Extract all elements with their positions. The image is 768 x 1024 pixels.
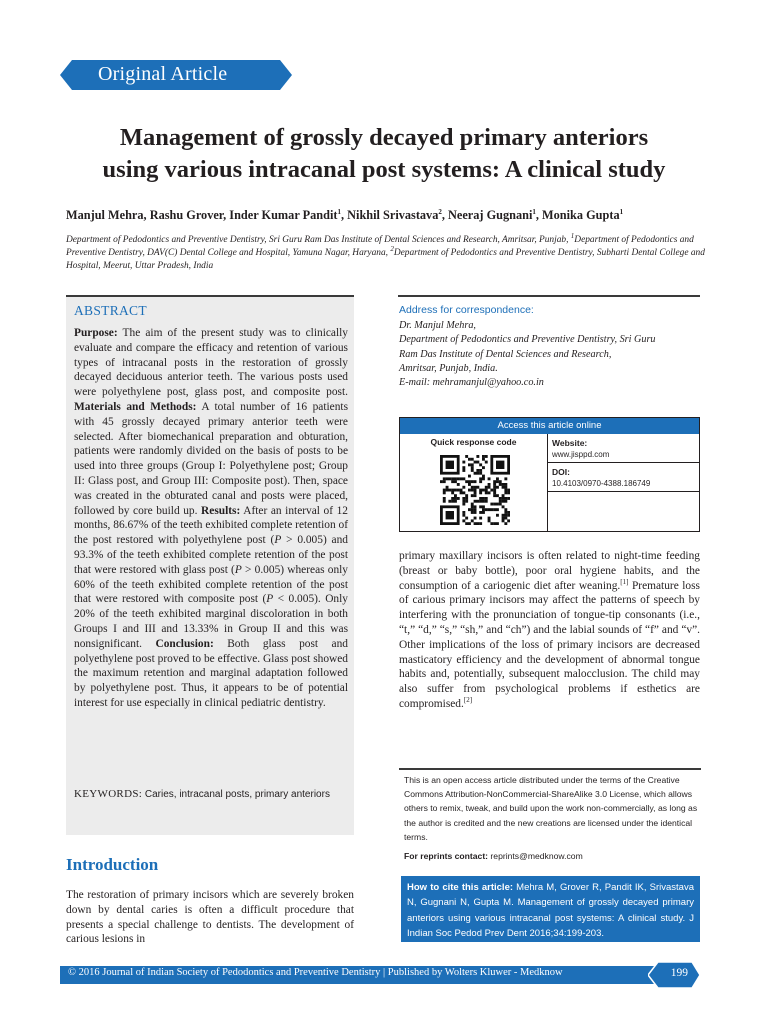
reprints-email[interactable]: reprints@medknow.com bbox=[488, 851, 583, 861]
conclusion-label: Conclusion: bbox=[155, 637, 214, 650]
open-access-notice: This is an open access article distributed under the terms of the Creative Commons Attribution-NonCommercial-ShareAlike 3.0 License, which allows others to remix, tweak, and build upon the work non-commercially, as long as the author is credited and the new creations are licensed under the identical terms. bbox=[404, 775, 698, 842]
correspondence-line: Amritsar, Punjab, India. bbox=[399, 362, 498, 374]
author-name: Rashu Grover bbox=[149, 208, 224, 222]
affiliation-2: Department of Pedodontics and Preventive Dentistry, Subharti Dental College and Hospital, Meerut, Uttar Pradesh, India bbox=[66, 248, 705, 271]
citation-label: How to cite this article: bbox=[407, 882, 514, 893]
access-heading: Access this article online bbox=[400, 418, 699, 434]
website-label: Website: bbox=[552, 438, 588, 448]
website-link[interactable]: www.jisppd.com bbox=[552, 450, 610, 459]
results-text: > 0.005) and 93.3% of the teeth exhibited complete retention of the post that were restored with glass post ( bbox=[74, 534, 348, 576]
results-text: < 0.005). Only 20% of the teeth exhibited marginal discoloration in both Groups I and III and 13.33% in Group II and this was nonsignificant. bbox=[74, 593, 348, 650]
correspondence-heading: Address for correspondence: bbox=[399, 304, 534, 316]
correspondence-email[interactable]: E-mail: mehramanjul@yahoo.co.in bbox=[399, 377, 544, 389]
affiliation-mark: 2 bbox=[390, 244, 394, 253]
correspondence-line: Dr. Manjul Mehra, bbox=[399, 320, 476, 331]
body-text-right bbox=[399, 549, 700, 712]
abstract-body bbox=[74, 326, 348, 711]
p-symbol: P bbox=[274, 534, 282, 547]
author-name: Manjul Mehra bbox=[66, 208, 144, 222]
article-type-banner bbox=[60, 60, 292, 90]
title-line-1: Management of grossly decayed primary anteriors bbox=[119, 124, 649, 151]
keywords-text: Caries, intracanal posts, primary anteriors bbox=[142, 789, 330, 800]
conclusion-text: Both glass post and polyethylene post proved to be effective. Glass post showed the maximum retention and marginal adaptation followed by polyethylene post. Thus, it appears to be of potential interest for use especially in clinical pediatric dentistry. bbox=[74, 637, 348, 709]
body-paragraph: Premature loss of carious primary incisors may affect the patterns of speech by interfering with the pronunciation of tongue-tip consonants (i.e., “t,” “d,” “s,” “sh,” and “ch”) and the labial sounds of “f” and “v”. Other implications of the loss of primary incisors are decreased masticatory efficiency and the development of abnormal tongue habits and, potentially, subsequent malocclusion. The child may also suffer from psychological problems if esthetics are compromised. bbox=[399, 579, 700, 710]
correspondence-address bbox=[399, 319, 699, 390]
author-affil-mark: 1 bbox=[619, 207, 624, 216]
author-name: Monika Gupta bbox=[542, 208, 620, 222]
qr-label: Quick response code bbox=[430, 437, 517, 447]
author-list: Manjul Mehra, Rashu Grover, Inder Kumar Pandit$^1$, Nikhil Srivastava$^2$, Neeraj Gugnani$^1$, Monika Gupta$^1$ bbox=[66, 207, 624, 222]
purpose-label: Purpose: bbox=[74, 327, 118, 339]
citation-text: Mehra M, Grover R, Pandit IK, Srivastava N, Gugnani N, Gupta M. Management of grossly decayed primary anteriors using various intracanal post systems: A clinical study. J Indian Soc Pedod Prev Dent 2016;34:199-203. bbox=[407, 882, 694, 939]
citation-box bbox=[401, 876, 700, 942]
author-name: Neeraj Gugnani bbox=[448, 208, 533, 222]
access-online-box bbox=[399, 417, 700, 532]
open-access-rule bbox=[399, 768, 701, 770]
doi-cell bbox=[548, 463, 699, 492]
keywords bbox=[74, 788, 348, 802]
author-affil-mark: 2 bbox=[438, 207, 442, 216]
author-name: Nikhil Srivastava bbox=[347, 208, 439, 222]
affiliation-mark: 1 bbox=[570, 231, 575, 240]
affiliation-1: Department of Pedodontics and Preventive Dentistry, DAV(C) Dental College and Hospital, Yamuna Nagar, Haryana, bbox=[66, 235, 694, 258]
results-text: > 0.005) whereas only 60% of the teeth exhibited complete retention of the post that were restored with composite post ( bbox=[74, 563, 348, 606]
article-info bbox=[548, 434, 699, 531]
body-paragraph: primary maxillary incisors is often related to night-time feeding (breast or baby bottle), poor oral hygiene habits, and the consumption of a cariogenic diet after weaning. bbox=[399, 550, 700, 592]
article-title bbox=[40, 122, 728, 186]
purpose-text: The aim of the present study was to clinically evaluate and compare the efficacy and retention of various types of intracanal posts in the restoration of grossly decayed deciduous anterior teeth. The various posts used were polyethylene post, glass post, and composite post. bbox=[74, 327, 348, 399]
keywords-label: KEYWORDS: bbox=[74, 788, 143, 800]
website-cell bbox=[548, 434, 699, 463]
introduction-heading: Introduction bbox=[66, 855, 159, 874]
citation-ref[interactable]: [1] bbox=[620, 577, 629, 586]
page-number: 199 bbox=[670, 967, 688, 979]
qr-code-icon[interactable] bbox=[440, 455, 510, 525]
title-line-2: using various intracanal post systems: A clinical study bbox=[102, 156, 666, 183]
footer-copyright: © 2016 Journal of Indian Society of Pedodontics and Preventive Dentistry | Published by Wolters Kluwer - Medknow bbox=[68, 967, 563, 978]
empty-cell bbox=[548, 492, 699, 521]
doi-value[interactable]: 10.4103/0970-4388.186749 bbox=[552, 479, 651, 488]
author-affil-mark: 1 bbox=[532, 207, 536, 216]
introduction-body: The restoration of primary incisors which are severely broken down by dental caries is often a difficult procedure that presents a special challenge to dentists. The development of carious lesions in bbox=[66, 889, 354, 946]
affiliation-0: Department of Pedodontics and Preventive Dentistry, Sri Guru Ram Das Institute of Dental Sciences and Research, Amritsar, Punjab, bbox=[66, 235, 571, 245]
p-symbol: P bbox=[266, 593, 274, 606]
methods-text: A total number of 16 patients with 45 grossly decayed primary anterior teeth were selected. After biomechanical preparation and obturation, patients were randomly divided on the basis of posts to be used into three groups (Group I: Polyethylene post; Group II: Glass post, and Group III: Composite post). Then, space was created in the obturated canal and posts were placed, followed by core build up. bbox=[74, 400, 349, 517]
author-affil-mark: 1 bbox=[337, 207, 341, 216]
p-symbol: P bbox=[234, 563, 242, 576]
results-text: After an interval of 12 months, 86.67% of the teeth exhibited complete retention of the post restored with polyethylene post ( bbox=[74, 504, 349, 547]
results-label: Results: bbox=[201, 504, 241, 517]
correspondence-line: Ram Das Institute of Dental Sciences and Research, bbox=[399, 348, 612, 360]
correspondence-line: Department of Pedodontics and Preventive Dentistry, Sri Guru bbox=[399, 334, 656, 346]
citation-ref[interactable]: [2] bbox=[463, 696, 473, 705]
article-type-label: Original Article bbox=[98, 63, 228, 85]
doi-label: DOI: bbox=[552, 467, 570, 477]
methods-label: Materials and Methods: bbox=[74, 400, 197, 413]
qr-section bbox=[400, 434, 548, 531]
correspondence-top-rule bbox=[398, 295, 700, 297]
affiliations bbox=[66, 231, 706, 273]
reprints-contact bbox=[404, 851, 583, 861]
author-name: Inder Kumar Pandit bbox=[229, 208, 338, 222]
abstract-heading: ABSTRACT bbox=[74, 303, 147, 318]
reprints-label: For reprints contact: bbox=[404, 851, 489, 861]
